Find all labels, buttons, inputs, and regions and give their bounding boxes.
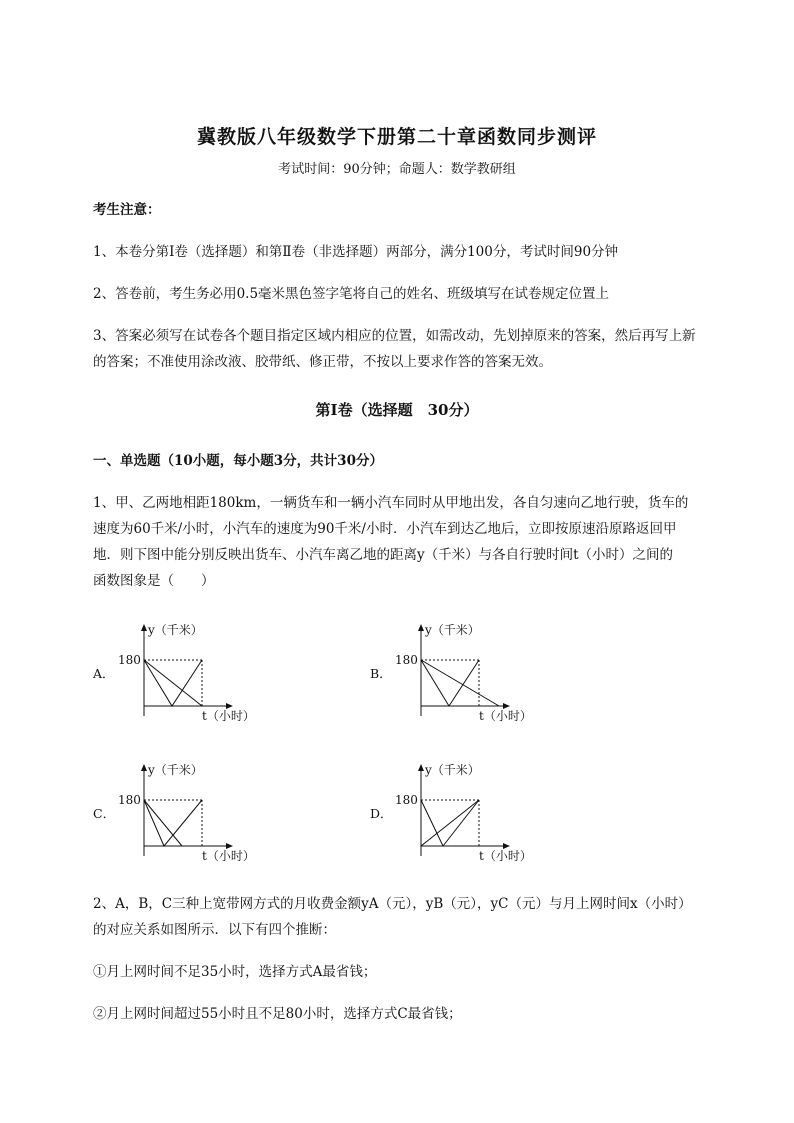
q2-line-1: 2、A，B，C三种上宽带网方式的月收费金额yA（元），yB（元），yC（元）与月上网时间x（小时） [93, 896, 692, 912]
y-axis-label: y（千米） [148, 623, 203, 637]
q2-inference-1: ①月上网时间不足35小时，选择方式A最省钱； [93, 964, 377, 980]
option-d-graph [387, 756, 557, 868]
car-return-line [449, 660, 479, 706]
option-c-label[interactable]: C． [93, 806, 116, 821]
truck-line [144, 800, 182, 846]
part-title: 一、单选题（10小题，每小题3分，共计30分） [93, 453, 383, 469]
option-d-label[interactable]: D． [370, 806, 393, 821]
y-axis-arrow [141, 764, 147, 771]
car-line [421, 800, 443, 846]
q1-line-4: 函数图象是（ ） [93, 573, 215, 589]
y-value-label: 180 [395, 793, 418, 807]
truck-line [421, 800, 479, 846]
y-axis-label: y（千米） [148, 763, 203, 777]
truck-line [144, 660, 202, 706]
exam-info: 考试时间：90分钟；命题人：数学教研组 [278, 162, 516, 177]
q1-line-2: 速度为60千米/小时，小汽车的速度为90千米/小时．小汽车到达乙地后，立即按原速沿原路返回甲 [93, 521, 677, 537]
t-axis-label: t（小时） [479, 849, 532, 863]
notice-item-2: 2、答卷前，考生务必用0.5毫米黑色签字笔将自己的姓名、班级填写在试卷规定位置上 [93, 286, 610, 302]
truck-line [421, 660, 499, 706]
option-a-graph [110, 616, 280, 728]
y-axis-label: y（千米） [425, 763, 480, 777]
y-axis-arrow [418, 624, 424, 631]
y-axis-label: y（千米） [425, 623, 480, 637]
y-axis-arrow [418, 764, 424, 771]
q1-line-3: 地．则下图中能分别反映出货车、小汽车离乙地的距离y（千米）与各自行驶时间t（小时）之间的 [93, 547, 674, 563]
y-value-label: 180 [118, 653, 141, 667]
t-axis-label: t（小时） [479, 709, 532, 723]
option-a-label[interactable]: A． [93, 666, 115, 681]
t-axis-label: t（小时） [202, 849, 255, 863]
q2-line-2: 的对应关系如图所示．以下有四个推断： [93, 922, 336, 938]
q1-line-1: 1、甲、乙两地相距180km，一辆货车和一辆小汽车同时从甲地出发，各自匀速向乙地行驶，货车的 [93, 495, 689, 511]
car-line [144, 800, 202, 846]
option-c-graph [110, 756, 280, 868]
t-axis-label: t（小时） [202, 709, 255, 723]
car-return-line [443, 800, 479, 846]
page-title: 冀教版八年级数学下册第二十章函数同步测评 [196, 126, 597, 148]
notice-item-3: 3、答案必须写在试卷各个题目指定区域内相应的位置，如需改动，先划掉原来的答案，然后再写上新 [93, 328, 696, 344]
option-b-label[interactable]: B． [370, 666, 392, 681]
notice-item-3-cont: 的答案；不准使用涂改液、胶带纸、修正带，不按以上要求作答的答案无效。 [93, 354, 552, 370]
notice-heading: 考生注意： [93, 202, 161, 218]
option-b-graph [387, 616, 557, 728]
y-axis-arrow [141, 624, 147, 631]
section-title: 第I卷（选择题 30分） [315, 401, 479, 419]
q2-inference-2: ②月上网时间超过55小时且不足80小时，选择方式C最省钱； [93, 1006, 462, 1022]
y-value-label: 180 [395, 653, 418, 667]
car-line [421, 660, 449, 706]
notice-item-1: 1、本卷分第I卷（选择题）和第Ⅱ卷（非选择题）两部分，满分100分，考试时间90分钟 [93, 244, 619, 260]
y-value-label: 180 [118, 793, 141, 807]
